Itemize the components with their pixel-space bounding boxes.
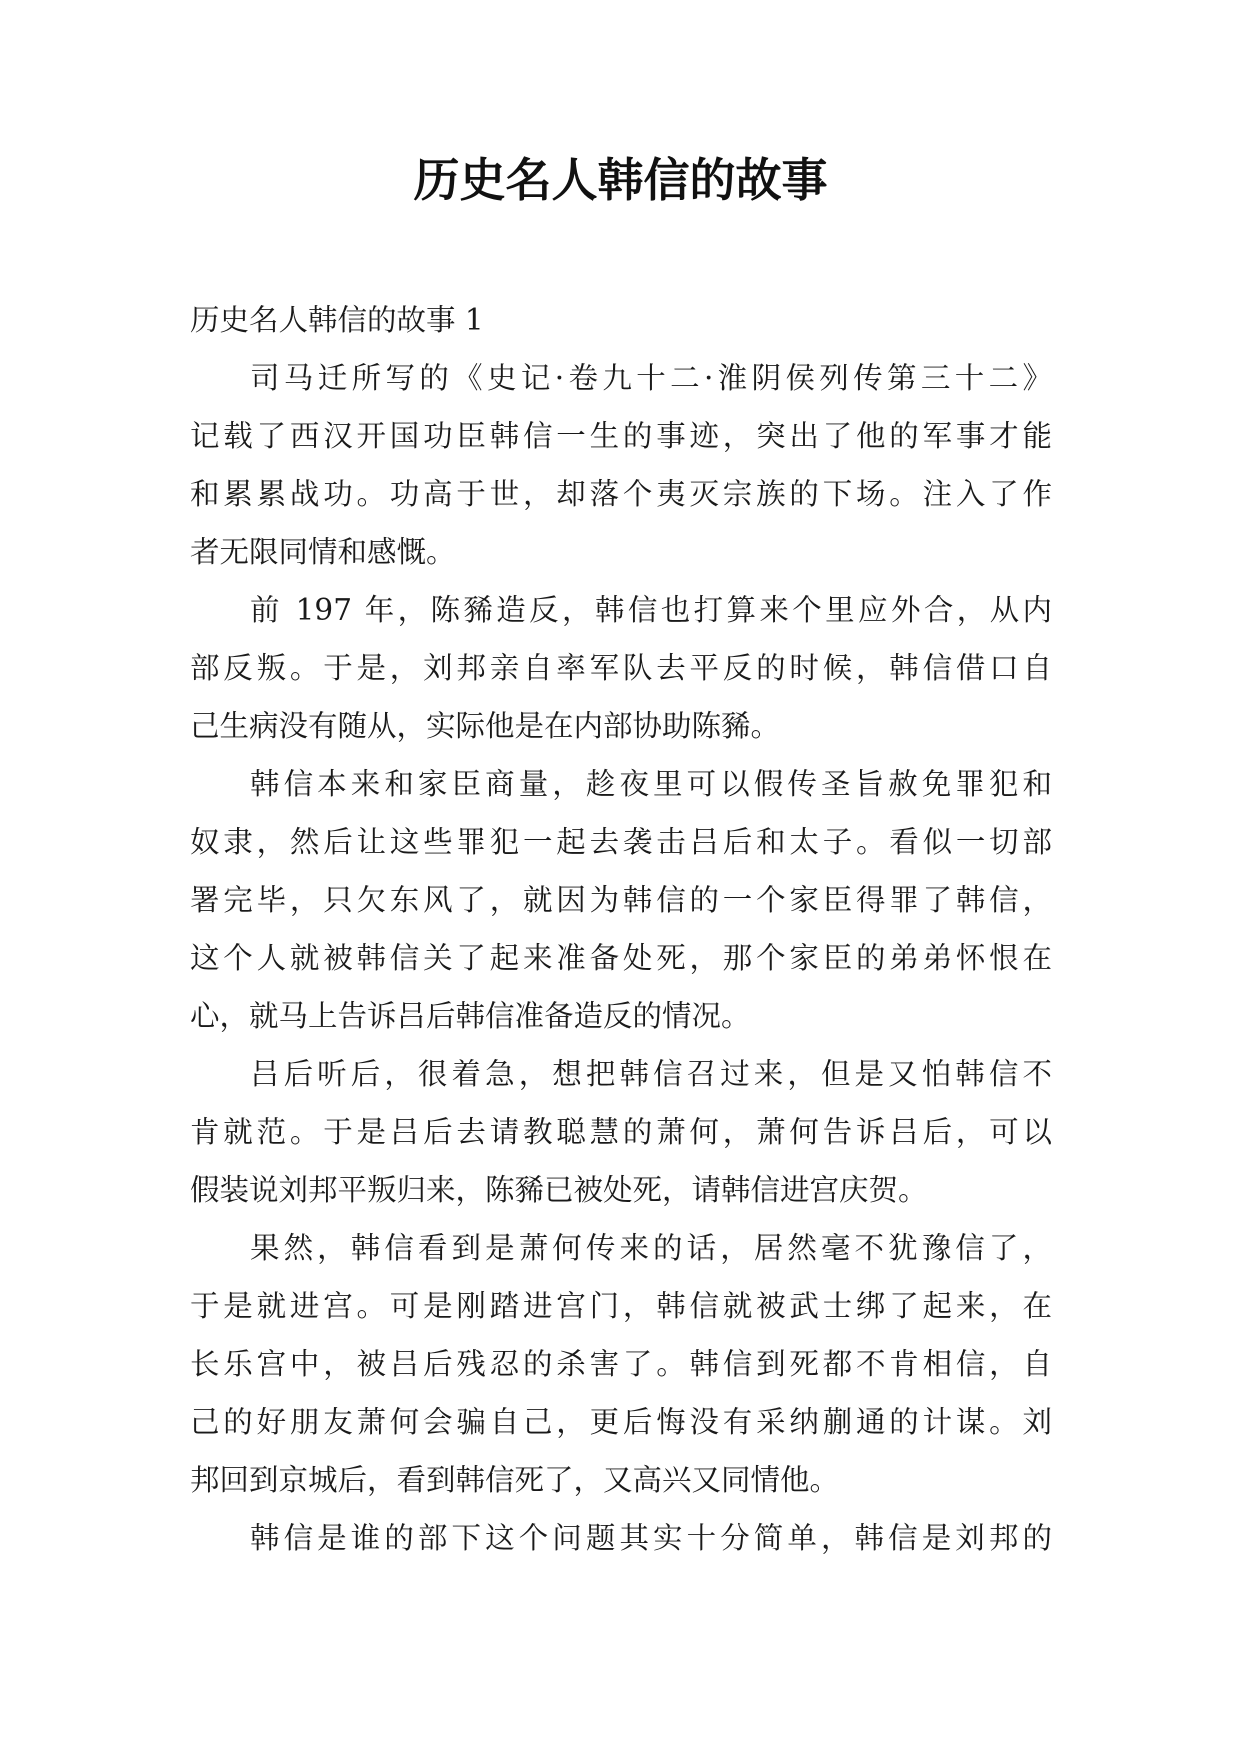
paragraph-line: 署完毕，只欠东风了，就因为韩信的一个家臣得罪了韩信， [190,883,1052,917]
paragraph [190,581,1052,755]
paragraph-line: 果然，韩信看到是萧何传来的话，居然毫不犹豫信了， [250,1231,1052,1265]
paragraph-line: 司马迁所写的《史记·卷九十二·淮阴侯列传第三十二》 [250,361,1052,395]
document-title: 历史名人韩信的故事 [413,153,828,207]
paragraph-line: 者无限同情和感慨。 [190,535,456,569]
paragraph-line: 心，就马上告诉吕后韩信准备造反的情况。 [190,999,751,1033]
paragraph [190,1045,1052,1219]
paragraph-line: 己的好朋友萧何会骗自己，更后悔没有采纳蒯通的计谋。刘 [190,1405,1052,1439]
paragraph [190,349,1052,581]
paragraph-line: 假装说刘邦平叛归来，陈豨已被处死，请韩信进宫庆贺。 [190,1173,928,1207]
paragraph-line: 肯就范。于是吕后去请教聪慧的萧何，萧何告诉吕后，可以 [190,1115,1052,1149]
paragraph-list [190,349,1052,1567]
paragraph-line: 部反叛。于是，刘邦亲自率军队去平反的时候，韩信借口自 [190,651,1052,685]
paragraph-line: 长乐宫中，被吕后残忍的杀害了。韩信到死都不肯相信，自 [190,1347,1052,1381]
paragraph-line: 韩信是谁的部下这个问题其实十分简单，韩信是刘邦的 [250,1521,1052,1555]
paragraph [190,755,1052,1045]
paragraph-line: 记载了西汉开国功臣韩信一生的事迹，突出了他的军事才能 [190,419,1052,453]
section-heading: 历史名人韩信的故事 1 [190,303,484,337]
paragraph [190,1219,1052,1509]
paragraph [190,1509,1052,1567]
paragraph-line: 己生病没有随从，实际他是在内部协助陈豨。 [190,709,781,743]
paragraph-line: 吕后听后，很着急，想把韩信召过来，但是又怕韩信不 [250,1057,1052,1091]
paragraph-line: 于是就进宫。可是刚踏进宫门，韩信就被武士绑了起来，在 [190,1289,1052,1323]
paragraph-line: 韩信本来和家臣商量，趁夜里可以假传圣旨赦免罪犯和 [250,767,1052,801]
paragraph-line: 前 197 年，陈豨造反，韩信也打算来个里应外合，从内 [250,593,1052,627]
paragraph-line: 邦回到京城后，看到韩信死了，又高兴又同情他。 [190,1463,840,1497]
paragraph-line: 奴隶，然后让这些罪犯一起去袭击吕后和太子。看似一切部 [190,825,1052,859]
document-body [190,291,1052,1567]
paragraph-line: 这个人就被韩信关了起来准备处死，那个家臣的弟弟怀恨在 [190,941,1052,975]
paragraph-line: 和累累战功。功高于世，却落个夷灭宗族的下场。注入了作 [190,477,1052,511]
